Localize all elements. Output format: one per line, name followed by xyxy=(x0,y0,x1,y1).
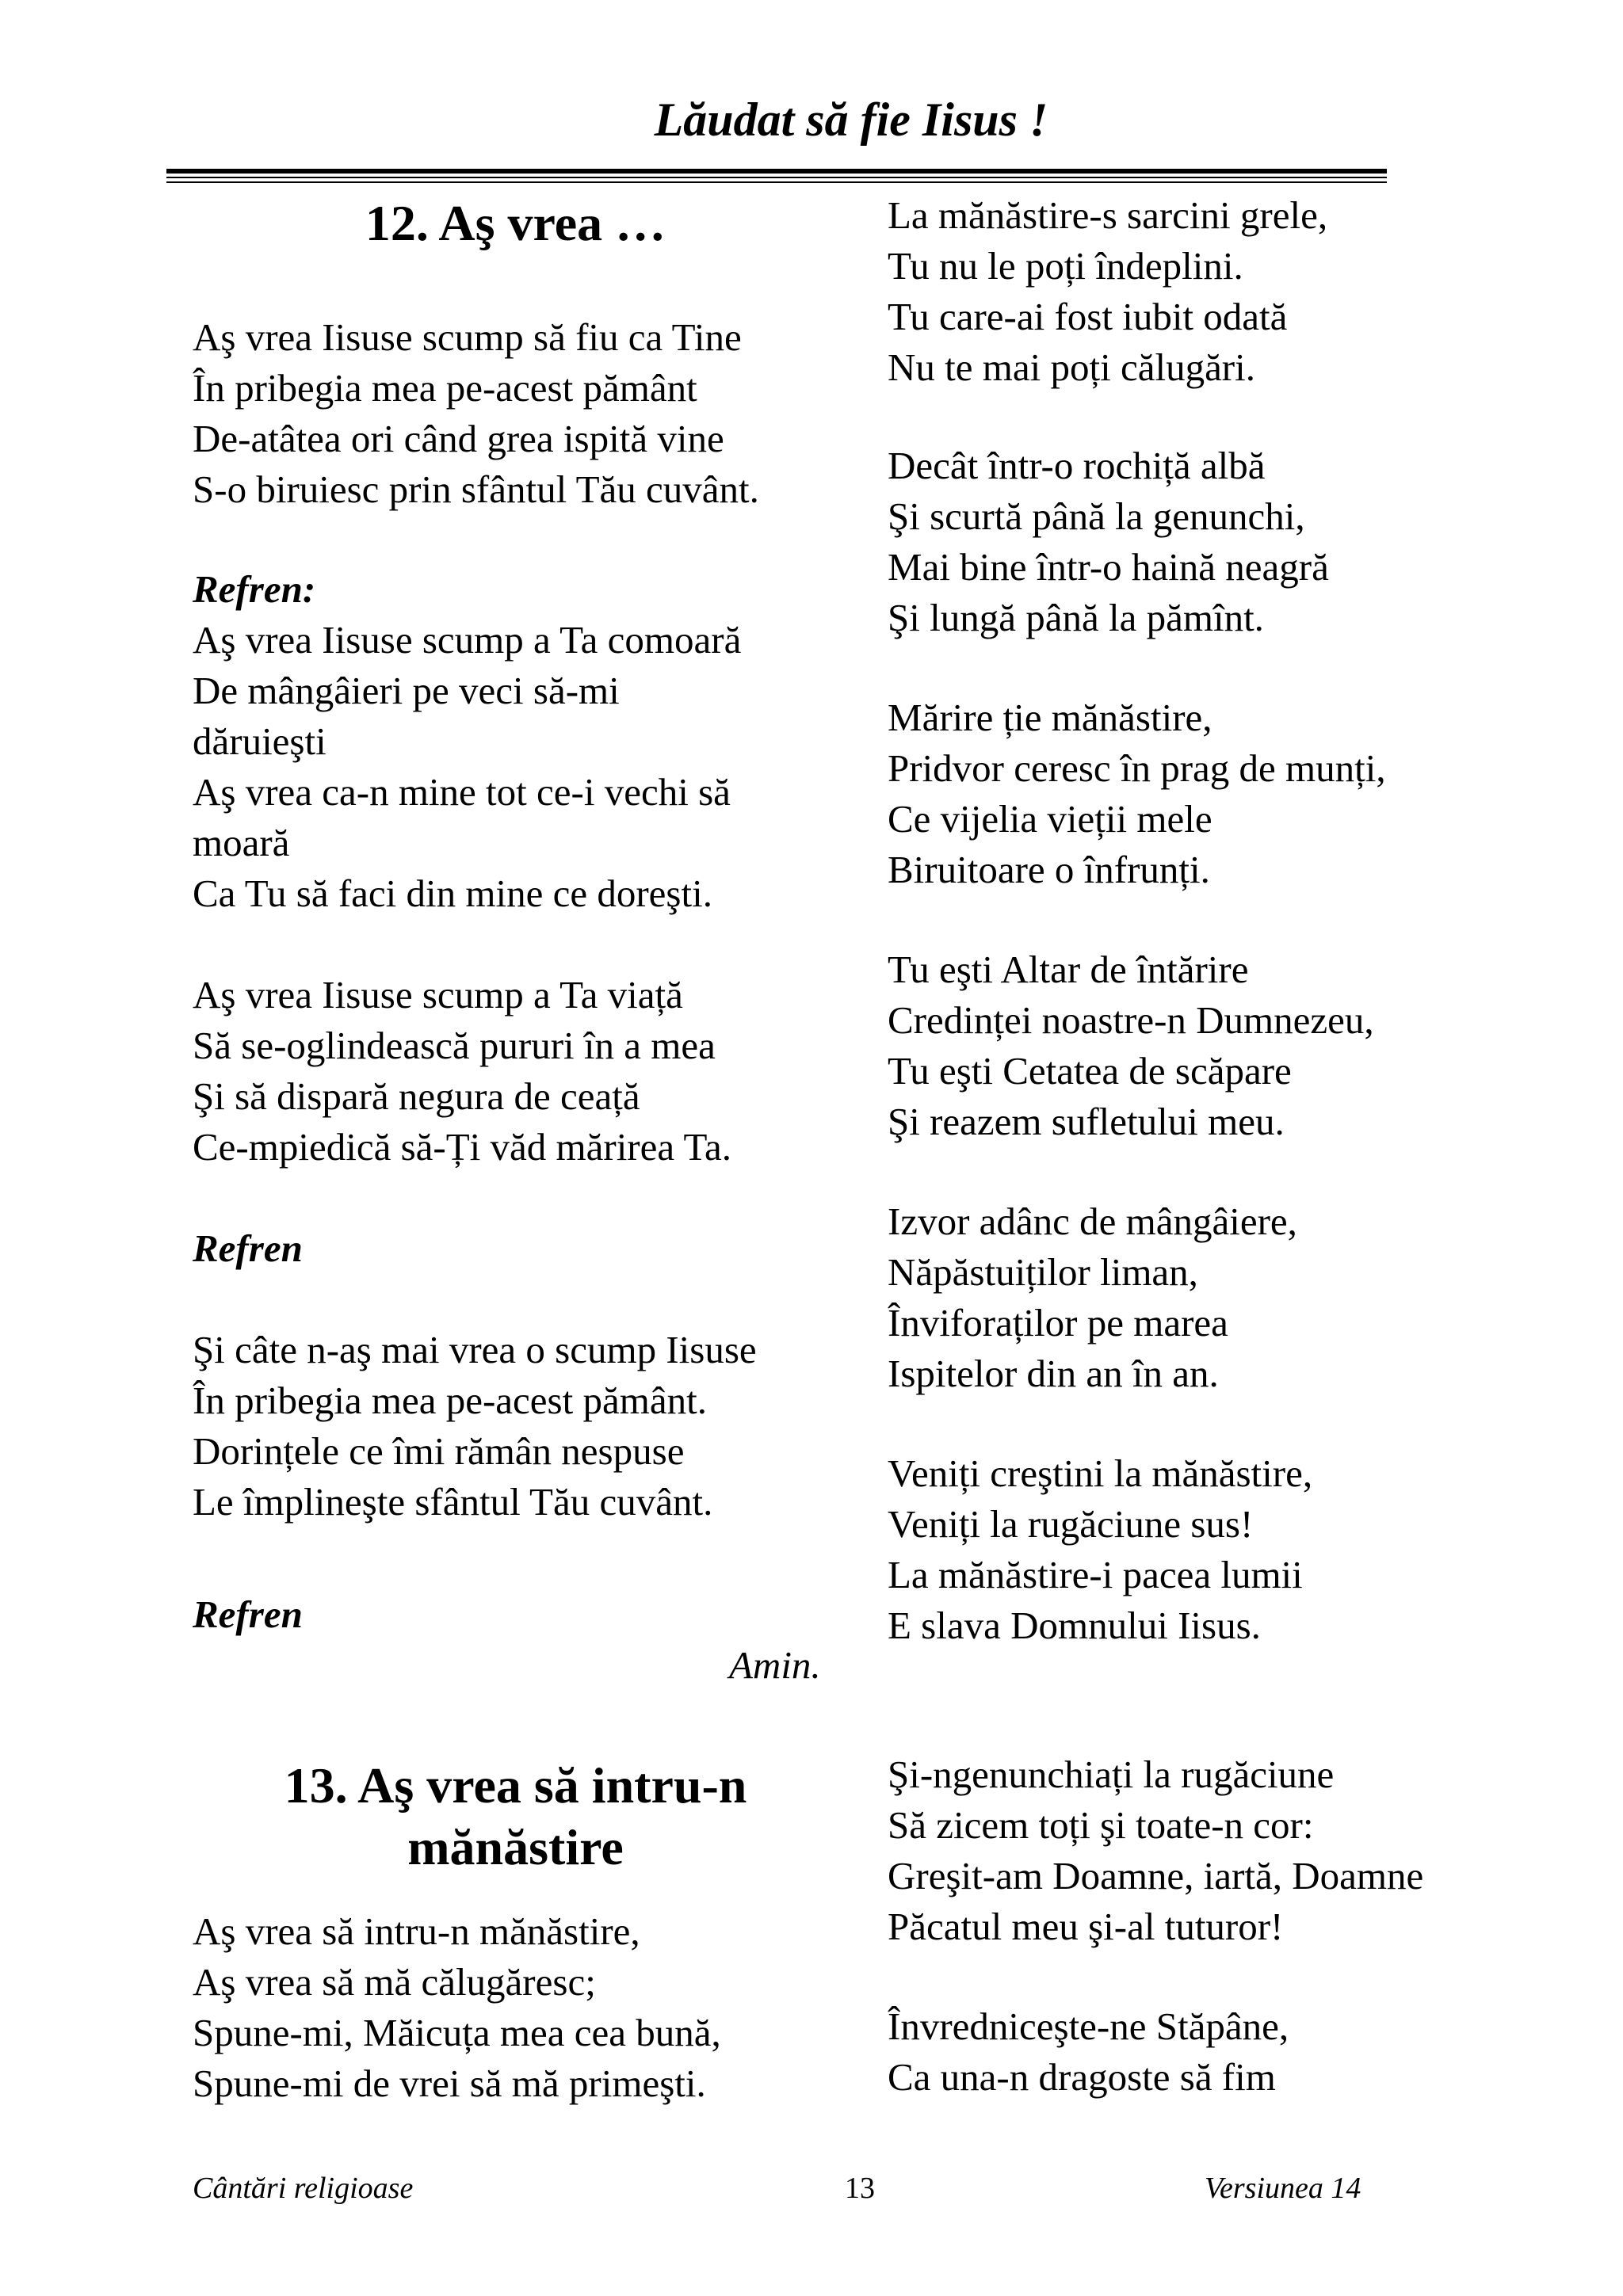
song-13-title: mănăstire xyxy=(407,1819,624,1875)
verse-line: Pridvor ceresc în prag de munți, xyxy=(888,746,1386,790)
verse-line: Şi reazem sufletului meu. xyxy=(888,1100,1285,1143)
verse-line: Aş vrea Iisuse scump să fiu ca Tine xyxy=(193,315,742,359)
header-rule-thin xyxy=(166,177,1387,178)
verse-line: Ca Tu să faci din mine ce doreşti. xyxy=(193,871,712,915)
verse-line: Tu nu le poți îndeplini. xyxy=(888,244,1243,288)
verse-line: De-atâtea ori când grea ispită vine xyxy=(193,417,724,460)
verse-line: Le împlineşte sfântul Tău cuvânt. xyxy=(193,1480,713,1524)
verse-line: Dorințele ce îmi rămân nespuse xyxy=(193,1429,685,1473)
verse-line: Tu care-ai fost iubit odată xyxy=(888,295,1288,338)
footer-book-title: Cântări religioase xyxy=(193,2172,414,2205)
page-number: 13 xyxy=(845,2172,875,2205)
header-rule-thick xyxy=(166,169,1387,174)
verse-line: Ce-mpiedică să-Ți văd mărirea Ta. xyxy=(193,1125,731,1169)
verse-line: Aş vrea ca-n mine tot ce-i vechi să xyxy=(193,770,731,814)
verse-line: Înviforaților pe marea xyxy=(888,1301,1228,1344)
verse-line: Ca una-n dragoste să fim xyxy=(888,2055,1276,2099)
verse-line: Ce vijelia vieții mele xyxy=(888,797,1212,841)
verse-line: Credinței noastre-n Dumnezeu, xyxy=(888,998,1374,1042)
verse-line: Aş vrea Iisuse scump a Ta comoară xyxy=(193,618,742,662)
verse-line: Păcatul meu şi-al tuturor! xyxy=(888,1905,1284,1948)
verse-line: Decât într-o rochiță albă xyxy=(888,444,1266,487)
verse-line: Biruitoare o înfrunți. xyxy=(888,848,1210,891)
footer-version: Versiunea 14 xyxy=(1205,2172,1361,2205)
page-header-title: Lăudat să fie Iisus ! xyxy=(654,93,1048,146)
verse-line: Izvor adânc de mângâiere, xyxy=(888,1199,1297,1243)
verse-line: Aş vrea Iisuse scump a Ta viață xyxy=(193,973,683,1016)
verse-line: Şi lungă până la pămînt. xyxy=(888,596,1264,639)
verse-line: Veniți creştini la mănăstire, xyxy=(888,1451,1313,1495)
verse-line: Şi-ngenunchiați la rugăciune xyxy=(888,1753,1335,1796)
song-13-title: 13. Aş vrea să intru-n xyxy=(284,1757,747,1814)
verse-line: Ispitelor din an în an. xyxy=(888,1352,1219,1395)
verse-line: Veniți la rugăciune sus! xyxy=(888,1502,1254,1546)
verse-line: dăruieşti xyxy=(193,719,327,763)
amin-closing: Amin. xyxy=(729,1643,821,1687)
song-12-title: 12. Aş vrea … xyxy=(365,195,666,251)
verse-line: Greşit-am Doamne, iartă, Doamne xyxy=(888,1854,1424,1897)
verse-line: Învredniceşte-ne Stăpâne, xyxy=(888,2004,1289,2048)
verse-line: Năpăstuiților liman, xyxy=(888,1250,1198,1294)
verse-line: Să se-oglindească pururi în a mea xyxy=(193,1024,716,1067)
verse-line: Tu eşti Cetatea de scăpare xyxy=(888,1049,1292,1093)
verse-line: Mărire ție mănăstire, xyxy=(888,696,1212,739)
refrain-label: Refren: xyxy=(193,567,316,611)
verse-line: La mănăstire-s sarcini grele, xyxy=(888,193,1328,237)
verse-line: Şi scurtă până la genunchi, xyxy=(888,494,1305,538)
verse-line: În pribegia mea pe-acest pământ xyxy=(193,366,697,410)
verse-line: De mângâieri pe veci să-mi xyxy=(193,669,620,712)
verse-line: Să zicem toți şi toate-n cor: xyxy=(888,1803,1314,1847)
verse-line: Şi câte n-aş mai vrea o scump Iisuse xyxy=(193,1328,757,1371)
refrain-label: Refren xyxy=(193,1226,303,1270)
verse-line: La mănăstire-i pacea lumii xyxy=(888,1553,1303,1596)
header-rule-thin xyxy=(166,181,1387,183)
verse-line: moară xyxy=(193,821,290,864)
refrain-label: Refren xyxy=(193,1592,303,1636)
verse-line: Tu eşti Altar de întărire xyxy=(888,948,1249,991)
verse-line: Nu te mai poți călugări. xyxy=(888,345,1255,389)
verse-line: Şi să dispară negura de ceață xyxy=(193,1074,640,1118)
verse-line: Spune-mi de vrei să mă primeşti. xyxy=(193,2061,706,2105)
verse-line: Spune-mi, Măicuța mea cea bună, xyxy=(193,2011,721,2054)
verse-line: E slava Domnului Iisus. xyxy=(888,1604,1261,1647)
verse-line: În pribegia mea pe-acest pământ. xyxy=(193,1379,707,1422)
verse-line: S-o biruiesc prin sfântul Tău cuvânt. xyxy=(193,467,759,511)
verse-line: Aş vrea să intru-n mănăstire, xyxy=(193,1909,640,1953)
verse-line: Aş vrea să mă călugăresc; xyxy=(193,1960,596,2004)
verse-line: Mai bine într-o haină neagră xyxy=(888,545,1329,589)
